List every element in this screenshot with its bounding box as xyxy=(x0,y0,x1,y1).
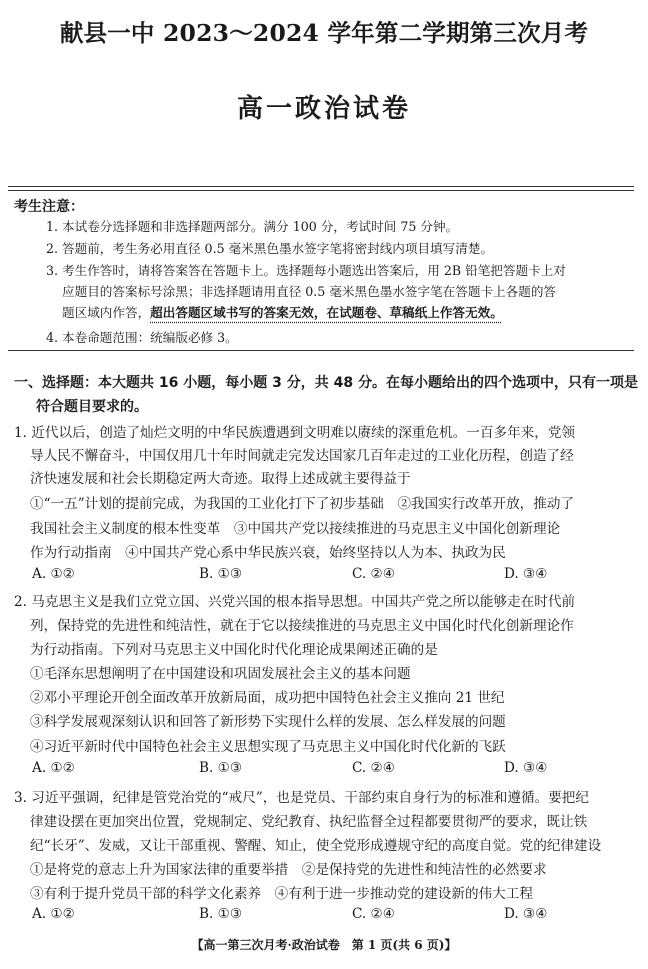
question-1-line: 导人民不懈奋斗，中国仅用几十年时间就走完发达国家几百年走过的工业化历程，创造了经 xyxy=(30,448,574,464)
question-2-option-d[interactable]: D. ③④ xyxy=(504,760,548,776)
top-divider xyxy=(8,186,634,187)
question-1-line: 作为行动指南 ④中国共产党心系中华民族兴衰，始终坚持以人为本、执政为民 xyxy=(30,545,506,561)
notice-item: 应题目的答案标号涂黑；非选择题请用直径 0.5 毫米黑色墨水签字笔在答题卡上各题的答 xyxy=(62,284,557,299)
question-2-line: 为行动指南。下列对马克思主义中国化时代化理论成果阐述正确的是 xyxy=(30,642,438,658)
question-1-option-a[interactable]: A. ①② xyxy=(32,566,75,582)
question-3-option-d[interactable]: D. ③④ xyxy=(504,906,548,922)
section-heading: 一、选择题：本大题共 16 小题，每小题 3 分，共 48 分。在每小题给出的四个选项中，只有一项是 xyxy=(14,375,638,391)
question-2-option-c[interactable]: C. ②④ xyxy=(352,760,395,776)
question-3-line: ③有利于提升党员干部的科学文化素养 ④有利于进一步推动党的建设新的伟大工程 xyxy=(30,886,533,902)
notice-item: 3. 考生作答时，请将答案答在答题卡上。选择题每小题选出答案后，用 2B 铅笔把答题卡上对 xyxy=(46,263,566,278)
question-3-option-b[interactable]: B. ①③ xyxy=(199,906,243,922)
section-heading-cont: 符合题目要求的。 xyxy=(36,399,148,415)
top-divider-inner xyxy=(8,190,634,191)
question-2-line: ①毛泽东思想阐明了在中国建设和巩固发展社会主义的基本问题 xyxy=(30,666,411,682)
question-2-line: 列，保持党的先进性和纯洁性，就在于它以接续推进的马克思主义中国化时代化创新理论作 xyxy=(30,618,574,634)
question-3-line: 3. 习近平强调，纪律是管党治党的“戒尺”，也是党员、干部约束自身行为的标准和遵循。要把纪 xyxy=(14,790,589,806)
notice-title: 考生注意： xyxy=(14,199,84,215)
question-2-line: ③科学发展观深刻认识和回答了新形势下实现什么样的发展、怎么样发展的问题 xyxy=(30,714,506,730)
question-1-option-b[interactable]: B. ①③ xyxy=(199,566,243,582)
question-3-line: ①是将党的意志上升为国家法律的重要举措 ②是保持党的先进性和纯洁性的必然要求 xyxy=(30,862,547,878)
question-3-line: 纪“长牙”、发威，又让干部重视、警醒、知止，使全党形成遵规守纪的高度自觉。党的纪律建设 xyxy=(30,838,602,854)
question-1-line: ①“一五”计划的提前完成，为我国的工业化打下了初步基础 ②我国实行改革开放，推动了 xyxy=(30,496,575,512)
question-1-option-c[interactable]: C. ②④ xyxy=(352,566,395,582)
notice-divider xyxy=(8,350,634,351)
question-1-option-d[interactable]: D. ③④ xyxy=(504,566,548,582)
question-1-line: 济快速发展和社会长期稳定两大奇迹。取得上述成就主要得益于 xyxy=(30,471,411,487)
question-3-option-c[interactable]: C. ②④ xyxy=(352,906,395,922)
exam-subject-title: 高一政治试卷 xyxy=(236,94,411,124)
notice-emphasis: 超出答题区域书写的答案无效，在试题卷、草稿纸上作答无效。 xyxy=(150,305,503,320)
notice-item-row xyxy=(62,302,503,321)
question-3-option-a[interactable]: A. ①② xyxy=(32,906,75,922)
notice-item: 4. 本卷命题范围：统编版必修 3。 xyxy=(46,330,238,345)
question-2-line: ④习近平新时代中国特色社会主义思想实现了马克思主义中国化时代化新的飞跃 xyxy=(30,739,506,755)
exam-school-title: 献县一中 2023～2024 学年第二学期第三次月考 xyxy=(59,19,589,47)
notice-item: 1. 本试卷分选择题和非选择题两部分。满分 100 分，考试时间 75 分钟。 xyxy=(46,219,459,234)
question-2-option-b[interactable]: B. ①③ xyxy=(199,760,243,776)
page-footer: 【高一第三次月考·政治试卷 第 1 页(共 6 页)】 xyxy=(191,938,457,952)
notice-item: 题区域内作答， xyxy=(62,305,151,320)
question-1-line: 1. 近代以后，创造了灿烂文明的中华民族遭遇到文明难以赓续的深重危机。一百多年来，党领 xyxy=(14,425,576,441)
question-2-line: 2. 马克思主义是我们立党立国、兴党兴国的根本指导思想。中国共产党之所以能够走在时代前 xyxy=(14,594,576,610)
question-2-line: ②邓小平理论开创全面改革开放新局面，成功把中国特色社会主义推向 21 世纪 xyxy=(30,690,505,706)
question-2-option-a[interactable]: A. ①② xyxy=(32,760,75,776)
notice-item: 2. 答题前，考生务必用直径 0.5 毫米黑色墨水签字笔将密封线内项目填写清楚。 xyxy=(46,241,494,256)
question-3-line: 律建设摆在更加突出位置，党规制定、党纪教育、执纪监督全过程都要贯彻严的要求，既让铁 xyxy=(30,814,588,830)
question-1-line: 我国社会主义制度的根本性变革 ③中国共产党以接续推进的马克思主义中国化创新理论 xyxy=(30,521,561,537)
